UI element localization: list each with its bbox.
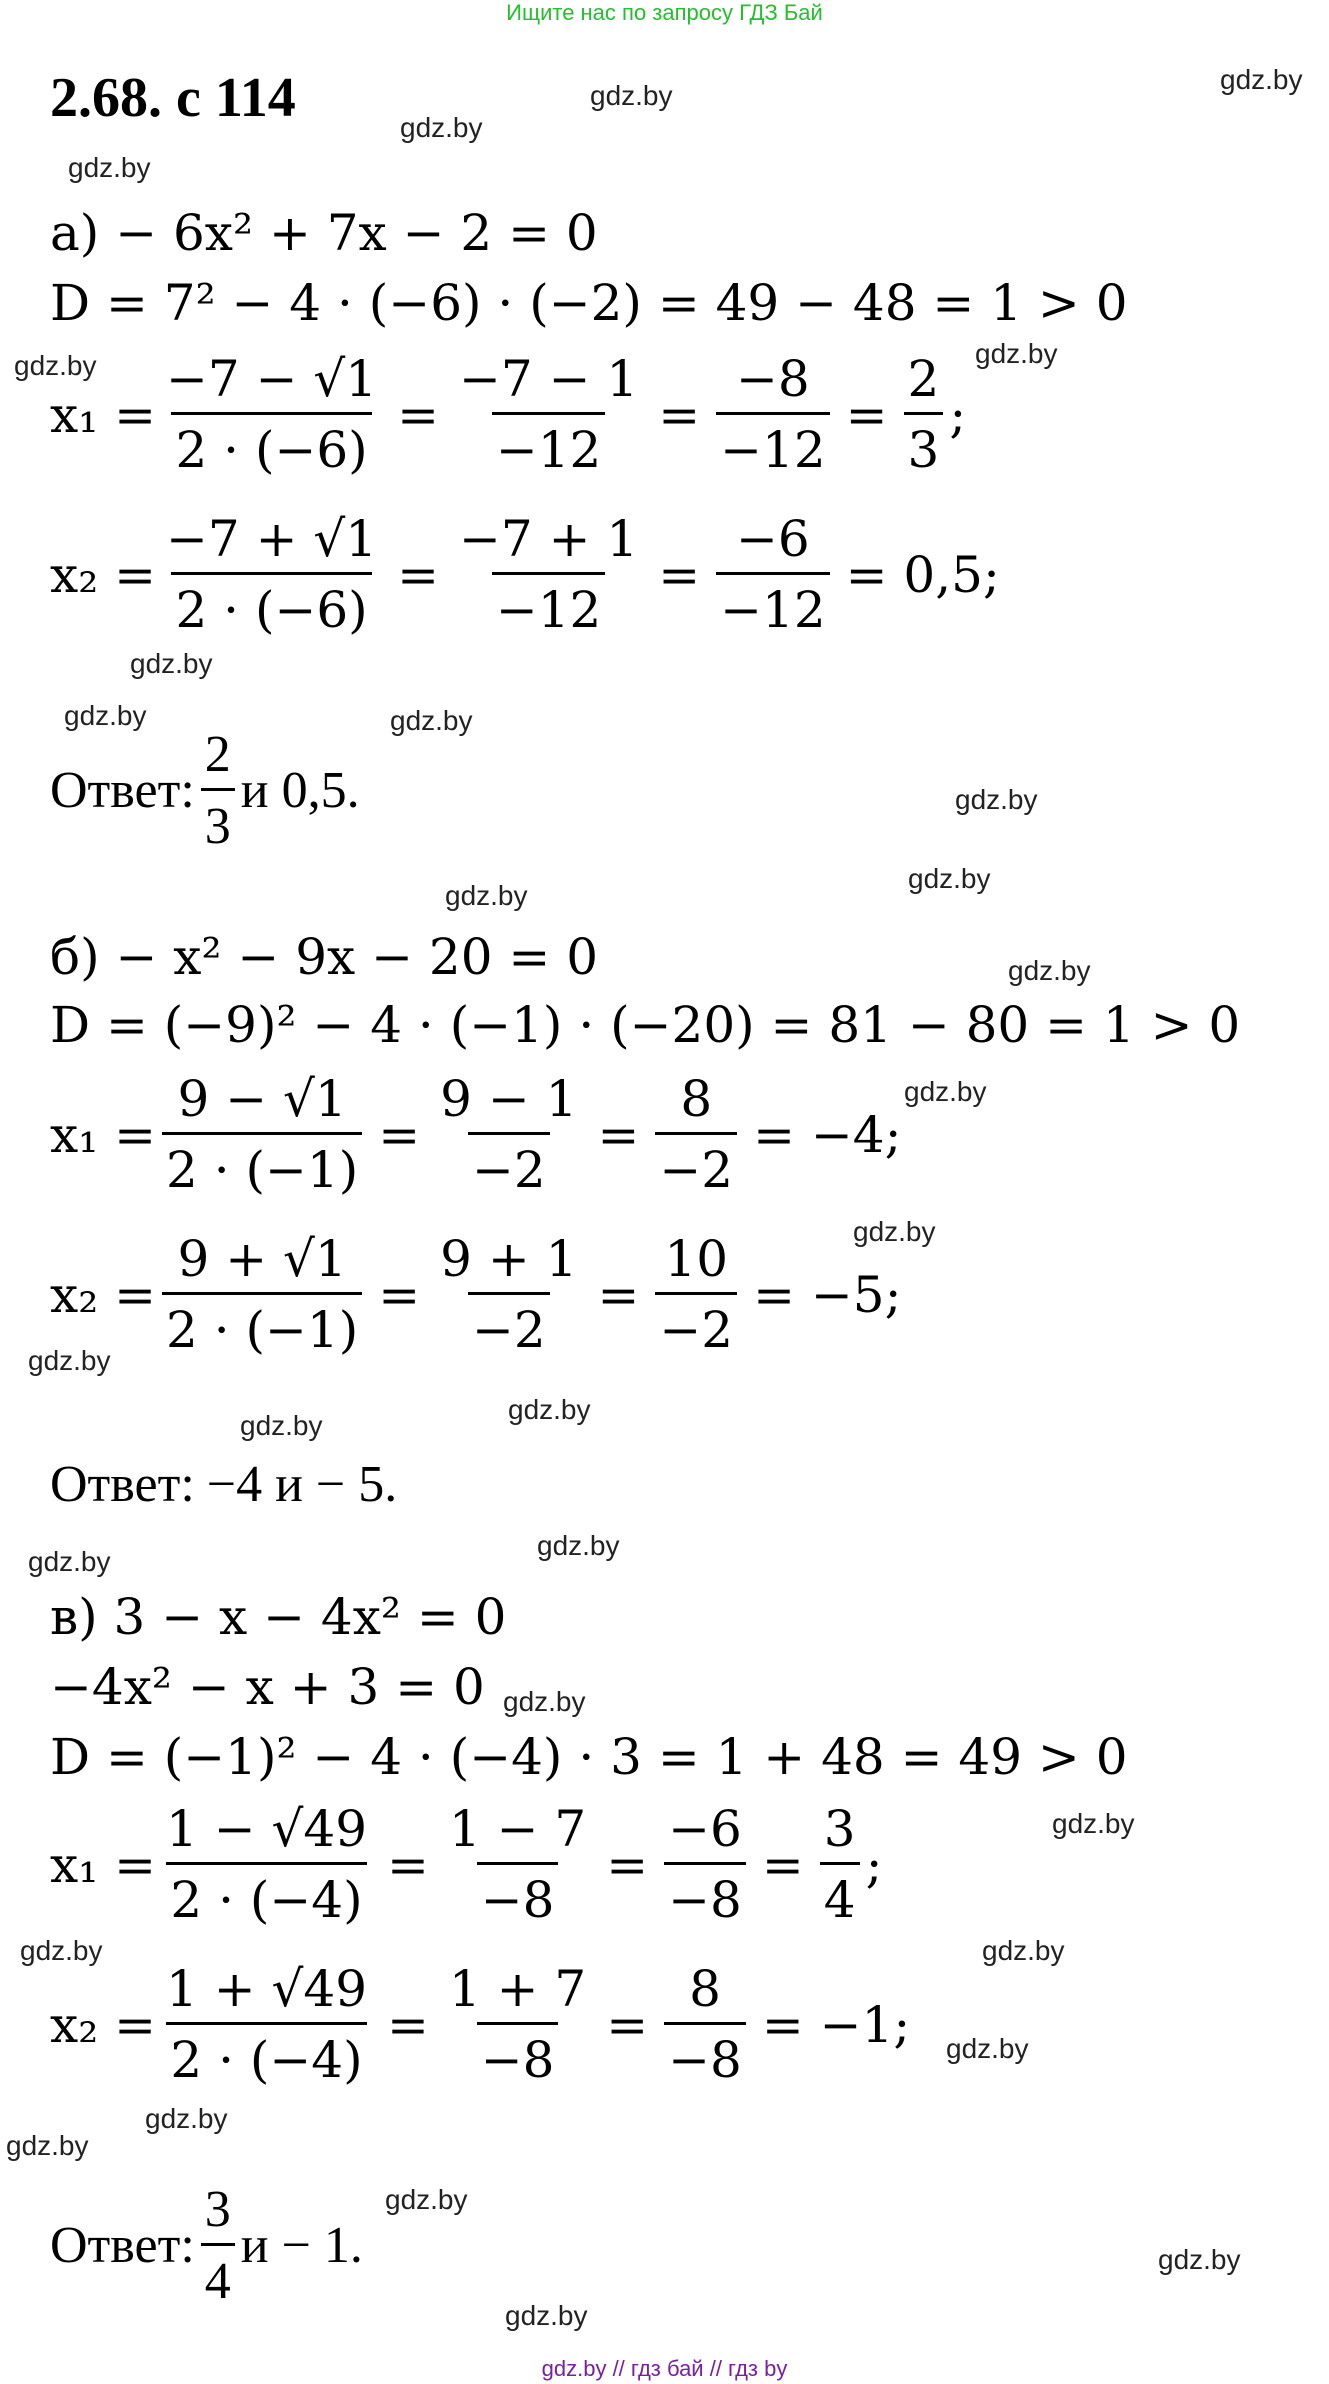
- result: = −4;: [753, 1105, 902, 1164]
- denominator: 2 · (−6): [171, 412, 371, 479]
- watermark: gdz.by: [1008, 955, 1091, 986]
- equation-c-rearranged: −4x² − x + 3 = 0: [50, 1658, 485, 1716]
- watermark: gdz.by: [1220, 64, 1303, 95]
- denominator: −12: [492, 572, 606, 639]
- numerator: 9 + 1: [440, 1230, 578, 1288]
- equation-c: в) 3 − x − 4x² = 0: [50, 1588, 507, 1646]
- watermark: gdz.by: [975, 338, 1058, 369]
- page-title: 2.68. с 114: [50, 67, 296, 129]
- numerator: −7 + 1: [459, 510, 639, 568]
- root2-c: x₂ = $\frac{1 + √49}{2 \cdot (-4)}$ = $\frac{1 + 7}{-8}$ = $\frac{8}{-8}$ = −1;: [50, 1960, 911, 2089]
- discriminant-a: D = 7² − 4 · (−6) · (−2) = 49 − 48 = 1 > 0: [50, 274, 1128, 332]
- answer-a: [50, 725, 360, 856]
- fraction: [664, 1960, 746, 2089]
- denominator: −12: [716, 412, 830, 479]
- denominator: 2 · (−6): [171, 572, 371, 639]
- watermark: gdz.by: [20, 1935, 103, 1966]
- equation-b: б) − x² − 9x − 20 = 0: [50, 928, 599, 986]
- denominator: 2 · (−4): [166, 2022, 366, 2089]
- denominator: 4: [201, 2243, 235, 2311]
- watermark: gdz.by: [64, 700, 147, 731]
- root2-b: x₂ = $\frac{9 + √1}{2 \cdot (-1)}$ = $\frac{9 + 1}{-2}$ = $\frac{10}{-2}$ = −5;: [50, 1230, 902, 1359]
- denominator: 3: [201, 788, 235, 856]
- terminator: ;: [949, 385, 967, 444]
- numerator: 9 + √1: [177, 1230, 347, 1288]
- discriminant-c: D = (−1)² − 4 · (−4) · 3 = 1 + 48 = 49 > 0: [50, 1728, 1128, 1786]
- numerator: 8: [680, 1070, 713, 1128]
- root1-c: x₁ = $\frac{1 - √49}{2 \cdot (-4)}$ = $\frac{1 - 7}{-8}$ = $\frac{-6}{-8}$ = $\frac{3}{4}$ ;: [50, 1800, 883, 1929]
- answer-c: [50, 2180, 363, 2311]
- watermark: gdz.by: [946, 2033, 1029, 2064]
- answer-tail: и 0,5.: [240, 762, 360, 819]
- watermark: gdz.by: [390, 705, 473, 736]
- watermark: gdz.by: [505, 2300, 588, 2331]
- fraction: [655, 1070, 737, 1199]
- result: = −1;: [761, 1995, 911, 2054]
- root-label: x₁ =: [50, 1835, 157, 1894]
- watermark: gdz.by: [400, 112, 483, 143]
- fraction: [904, 350, 944, 479]
- watermark: gdz.by: [14, 350, 97, 381]
- denominator: −2: [468, 1132, 550, 1199]
- answer-label: Ответ:: [50, 762, 195, 819]
- root2-a: x₂ = $\frac{-7 + √1}{2 \cdot (-6)}$ = $\frac{-7 + 1}{-12}$ = $\frac{-6}{-12}$ = 0,5;: [50, 510, 1000, 639]
- numerator: −7 − √1: [166, 350, 378, 408]
- fraction: [162, 1230, 362, 1359]
- denominator: 4: [820, 1862, 860, 1929]
- denominator: −2: [468, 1292, 550, 1359]
- numerator: 2: [204, 726, 231, 783]
- fraction: [820, 1800, 860, 1929]
- numerator: 1 − 7: [448, 1800, 587, 1858]
- denominator: 2 · (−1): [162, 1132, 362, 1199]
- root1-b: x₁ = $\frac{9 - √1}{2 \cdot (-1)}$ = $\frac{9 - 1}{-2}$ = $\frac{8}{-2}$ = −4;: [50, 1070, 902, 1199]
- numerator: 1 + 7: [448, 1960, 587, 2018]
- denominator: −2: [655, 1292, 737, 1359]
- fraction: [655, 1230, 737, 1359]
- numerator: 1 + √49: [166, 1960, 368, 2018]
- fraction: [162, 1960, 371, 2089]
- result: = −5;: [753, 1265, 902, 1324]
- discriminant-b: D = (−9)² − 4 · (−1) · (−20) = 81 − 80 = 1 > 0: [50, 996, 1241, 1054]
- denominator: −8: [477, 1862, 559, 1929]
- watermark: gdz.by: [1158, 2244, 1241, 2275]
- watermark: gdz.by: [385, 2184, 468, 2215]
- fraction: [162, 1800, 371, 1929]
- footer-links[interactable]: gdz.by // гдз бай // гдз by: [541, 2356, 788, 2381]
- answer-tail: −4 и − 5.: [206, 1456, 398, 1513]
- denominator: 2 · (−4): [166, 1862, 366, 1929]
- numerator: 9 − 1: [440, 1070, 578, 1128]
- numerator: 3: [823, 1800, 856, 1858]
- denominator: 2 · (−1): [162, 1292, 362, 1359]
- denominator: −12: [492, 412, 606, 479]
- watermark: gdz.by: [537, 1530, 620, 1561]
- answer-b: [50, 1455, 397, 1514]
- numerator: −6: [736, 510, 810, 568]
- search-banner[interactable]: Ищите нас по запросу ГДЗ Бай: [506, 0, 823, 25]
- answer-tail: и − 1.: [240, 2217, 363, 2274]
- root-label: x₂ =: [50, 545, 157, 604]
- fraction: [445, 1800, 590, 1929]
- watermark: gdz.by: [982, 1935, 1065, 1966]
- numerator: 3: [204, 2181, 231, 2238]
- fraction: [201, 725, 235, 856]
- watermark: gdz.by: [955, 784, 1038, 815]
- fraction: [162, 510, 381, 639]
- denominator: 3: [904, 412, 944, 479]
- root-label: x₁ =: [50, 385, 157, 444]
- fraction: [716, 510, 830, 639]
- result: = 0,5;: [845, 545, 1000, 604]
- answer-label: Ответ:: [50, 1456, 195, 1513]
- fraction: [436, 1230, 581, 1359]
- watermark: gdz.by: [908, 863, 991, 894]
- numerator: 10: [664, 1230, 729, 1288]
- numerator: 8: [689, 1960, 721, 2018]
- watermark: gdz.by: [145, 2103, 228, 2134]
- numerator: −8: [736, 350, 810, 408]
- watermark: gdz.by: [6, 2130, 89, 2161]
- terminator: ;: [865, 1835, 883, 1894]
- fraction: [445, 1960, 590, 2089]
- fraction: [455, 350, 642, 479]
- watermark: gdz.by: [130, 648, 213, 679]
- fraction: [201, 2180, 235, 2311]
- watermark: gdz.by: [503, 1686, 586, 1717]
- numerator: −7 + √1: [166, 510, 378, 568]
- watermark: gdz.by: [590, 80, 673, 111]
- denominator: −8: [664, 2022, 746, 2089]
- fraction: [162, 350, 381, 479]
- numerator: −7 − 1: [459, 350, 639, 408]
- watermark: gdz.by: [904, 1076, 987, 1107]
- watermark: gdz.by: [68, 152, 151, 183]
- denominator: −8: [477, 2022, 559, 2089]
- watermark: gdz.by: [240, 1410, 323, 1441]
- watermark: gdz.by: [28, 1345, 111, 1376]
- root-label: x₂ =: [50, 1995, 157, 2054]
- numerator: 2: [907, 350, 940, 408]
- watermark: gdz.by: [1052, 1808, 1135, 1839]
- watermark: gdz.by: [853, 1216, 936, 1247]
- fraction: [664, 1800, 746, 1929]
- numerator: 1 − √49: [166, 1800, 368, 1858]
- fraction: [436, 1070, 581, 1199]
- root-label: x₁ =: [50, 1105, 157, 1164]
- watermark: gdz.by: [28, 1546, 111, 1577]
- denominator: −12: [716, 572, 830, 639]
- numerator: −6: [668, 1800, 742, 1858]
- fraction: [455, 510, 642, 639]
- denominator: −8: [664, 1862, 746, 1929]
- denominator: −2: [655, 1132, 737, 1199]
- fraction: [162, 1070, 362, 1199]
- fraction: [716, 350, 830, 479]
- answer-label: Ответ:: [50, 2217, 195, 2274]
- root-label: x₂ =: [50, 1265, 157, 1324]
- watermark: gdz.by: [445, 880, 528, 911]
- equation-a: а) − 6x² + 7x − 2 = 0: [50, 204, 598, 262]
- root1-a: x₁ = $\frac{-7 - √1}{2 \cdot (-6)}$ = $\frac{-7 - 1}{-12}$ = $\frac{-8}{-12}$ = $\frac{2}{3}$ ;: [50, 350, 967, 479]
- numerator: 9 − √1: [177, 1070, 347, 1128]
- watermark: gdz.by: [508, 1394, 591, 1425]
